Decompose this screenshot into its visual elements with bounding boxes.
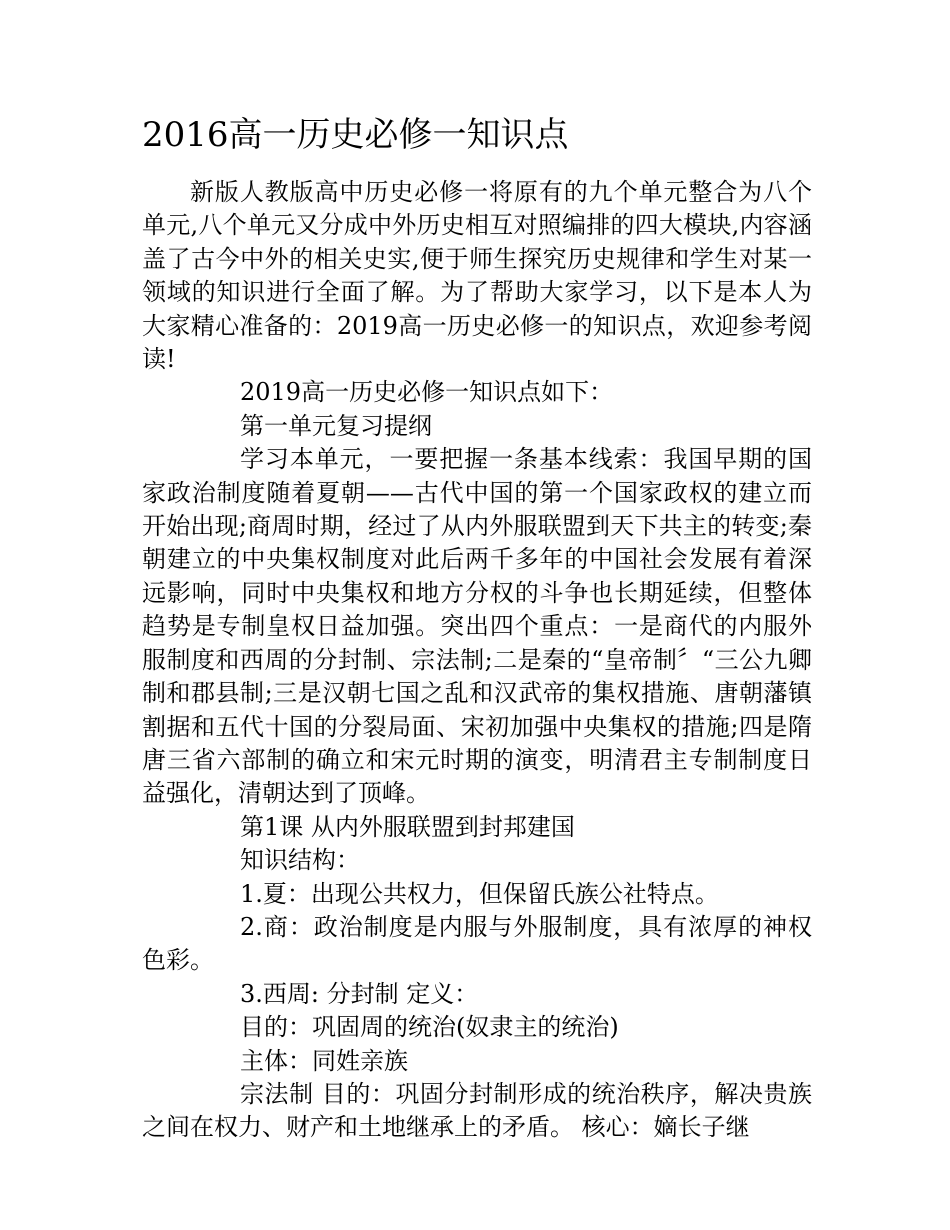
knowledge-structure-label: 知识结构： (240, 846, 360, 875)
unit-summary-paragraph: 学习本单元，一要把握一条基本线索：我国早期的国家政治制度随着夏朝——古代中国的第一个国家政权的建立而开始出现;商周时期，经过了从内外服联盟到天下共主的转变;秦朝建立的中央集权制度对此后两千多年的中国社会发展有着深远影响，同时中央集权和地方分权的斗争也长期延续，但整体趋势是专制皇权日益加强。突出四个重点：一是商代的内服外服制度和西周的分封制、宗法制;二是秦的“皇帝制〞“三公九卿制和郡县制;三是汉朝七国之乱和汉武帝的集权措施、唐朝藩镇割据和五代十国的分裂局面、宋初加强中央集权的措施;四是隋唐三省六部制的确立和宋元时期的演变，明清君主专制制度日益强化，清朝达到了顶峰。 (142, 445, 812, 808)
section-intro-line: 2019高一历史必修一知识点如下： (240, 378, 614, 407)
unit-heading: 第一单元复习提纲 (240, 411, 432, 440)
document-body (142, 176, 812, 1145)
point-subject: 主体：同姓亲族 (240, 1046, 408, 1075)
point-western-zhou: 3.西周: 分封制 定义： (240, 979, 479, 1008)
point-xia: 1.夏：出现公共权力，但保留氏族公社特点。 (240, 879, 719, 908)
point-shang: 2.商：政治制度是内服与外服制度，具有浓厚的神权色彩。 (142, 912, 812, 975)
intro-paragraph: 新版人教版高中历史必修一将原有的九个单元整合为八个单元,八个单元又分成中外历史相互对照编排的四大模块,内容涵盖了古今中外的相关史实,便于师生探究历史规律和学生对某一领域的知识进行全面了解。为了帮助大家学习，以下是本人为大家精心准备的：2019高一历史必修一的知识点，欢迎参考阅读! (142, 178, 812, 374)
document-title: 2016高一历史必修一知识点 (142, 115, 569, 155)
point-patriarchal-system: 宗法制 目的：巩固分封制形成的统治秩序，解决贵族之间在权力、财产和土地继承上的矛盾。 核心：嫡长子继 (142, 1079, 812, 1142)
lesson-heading: 第1课 从内外服联盟到封邦建国 (240, 812, 575, 841)
point-purpose: 目的：巩固周的统治(奴隶主的统治) (240, 1013, 619, 1042)
